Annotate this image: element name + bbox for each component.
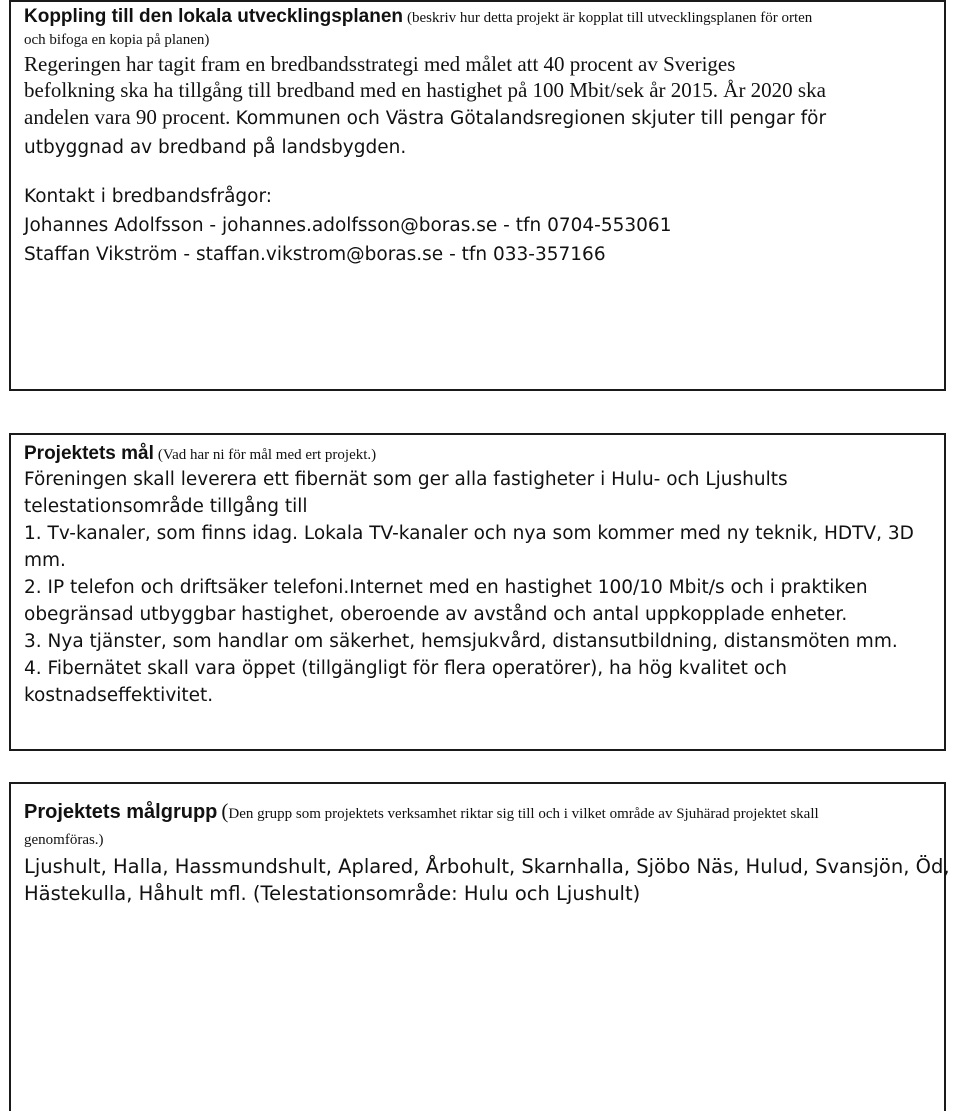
section1-intro-tail: Kommunen och Västra Götalandsregionen skjuter till pengar för — [235, 108, 827, 129]
section1-header — [11, 6, 944, 51]
target-area-line: Hästekulla, Håhult mfl. (Telestationsområde: Hulu och Ljushult) — [24, 882, 641, 905]
goal-line: mm. — [24, 550, 66, 571]
section1-intro-line: utbyggnad av bredband på landsbygden. — [24, 137, 407, 158]
contact-line: Johannes Adolfsson - johannes.adolfsson@boras.se - tfn 0704-553061 — [24, 215, 672, 236]
section2-note: (Vad har ni för mål med ert projekt.) — [157, 447, 377, 463]
section-local-development-plan — [9, 0, 946, 391]
goal-line: kostnadseffektivitet. — [24, 685, 214, 706]
section1-note-line2: och bifoga en kopia på planen) — [24, 32, 210, 48]
section3-note-line2: genomföras.) — [24, 832, 104, 848]
goal-line: 1. Tv-kanaler, som finns idag. Lokala TV-kanaler och nya som kommer med ny teknik, HDTV, 3D — [24, 523, 914, 544]
goal-line: Föreningen skall leverera ett fibernät som ger alla fastigheter i Hulu- och Ljushults — [24, 469, 788, 490]
contact-line: Staffan Vikström - staffan.vikstrom@boras.se - tfn 033-357166 — [24, 244, 606, 265]
section1-intro-line: Regeringen har tagit fram en bredbandsstrategi med målet att 40 procent av Sveriges — [24, 52, 736, 76]
section3-note-line1: Den grupp som projektets verksamhet riktar sig till och i vilket område av Sjuhärad projektet skall — [228, 806, 819, 822]
section2-body — [11, 466, 944, 709]
section2-header — [11, 439, 944, 466]
section3-note-paren: ( — [221, 799, 229, 823]
section1-body — [11, 51, 944, 269]
goal-line: 2. IP telefon och driftsäker telefoni.Internet med en hastighet 100/10 Mbit/s och i praktiken — [24, 577, 868, 598]
section1-intro-line-3 — [24, 103, 944, 133]
goal-line: telestationsområde tillgång till — [24, 496, 308, 517]
goal-line: 4. Fibernätet skall vara öppet (tillgängligt för flera operatörer), ha hög kvalitet och — [24, 658, 787, 679]
section3-header — [11, 788, 944, 853]
section2-heading: Projektets mål — [24, 443, 154, 464]
section-project-goals — [9, 433, 946, 751]
target-area-line: Ljushult, Halla, Hassmundshult, Aplared, Årbohult, Skarnhalla, Sjöbo Näs, Hulud, Svansjön, Öd, — [24, 855, 950, 878]
section1-intro-segment: andelen vara 90 procent. — [24, 105, 231, 129]
contact-label: Kontakt i bredbandsfrågor: — [24, 186, 272, 207]
goal-line: 3. Nya tjänster, som handlar om säkerhet, hemsjukvård, distansutbildning, distansmöten mm. — [24, 631, 898, 652]
section1-note-line1: (beskriv hur detta projekt är kopplat till utvecklingsplanen för orten — [407, 10, 813, 26]
section-target-group — [9, 782, 950, 1111]
section3-body — [11, 853, 950, 907]
section1-heading: Koppling till den lokala utvecklingsplanen — [24, 6, 403, 27]
section3-heading: Projektets målgrupp — [24, 801, 218, 823]
section1-intro-line: befolkning ska ha tillgång till bredband med en hastighet på 100 Mbit/sek år 2015. År 2020 ska — [24, 78, 826, 102]
goal-line: obegränsad utbyggbar hastighet, oberoende av avstånd och antal uppkopplade enheter. — [24, 604, 848, 625]
